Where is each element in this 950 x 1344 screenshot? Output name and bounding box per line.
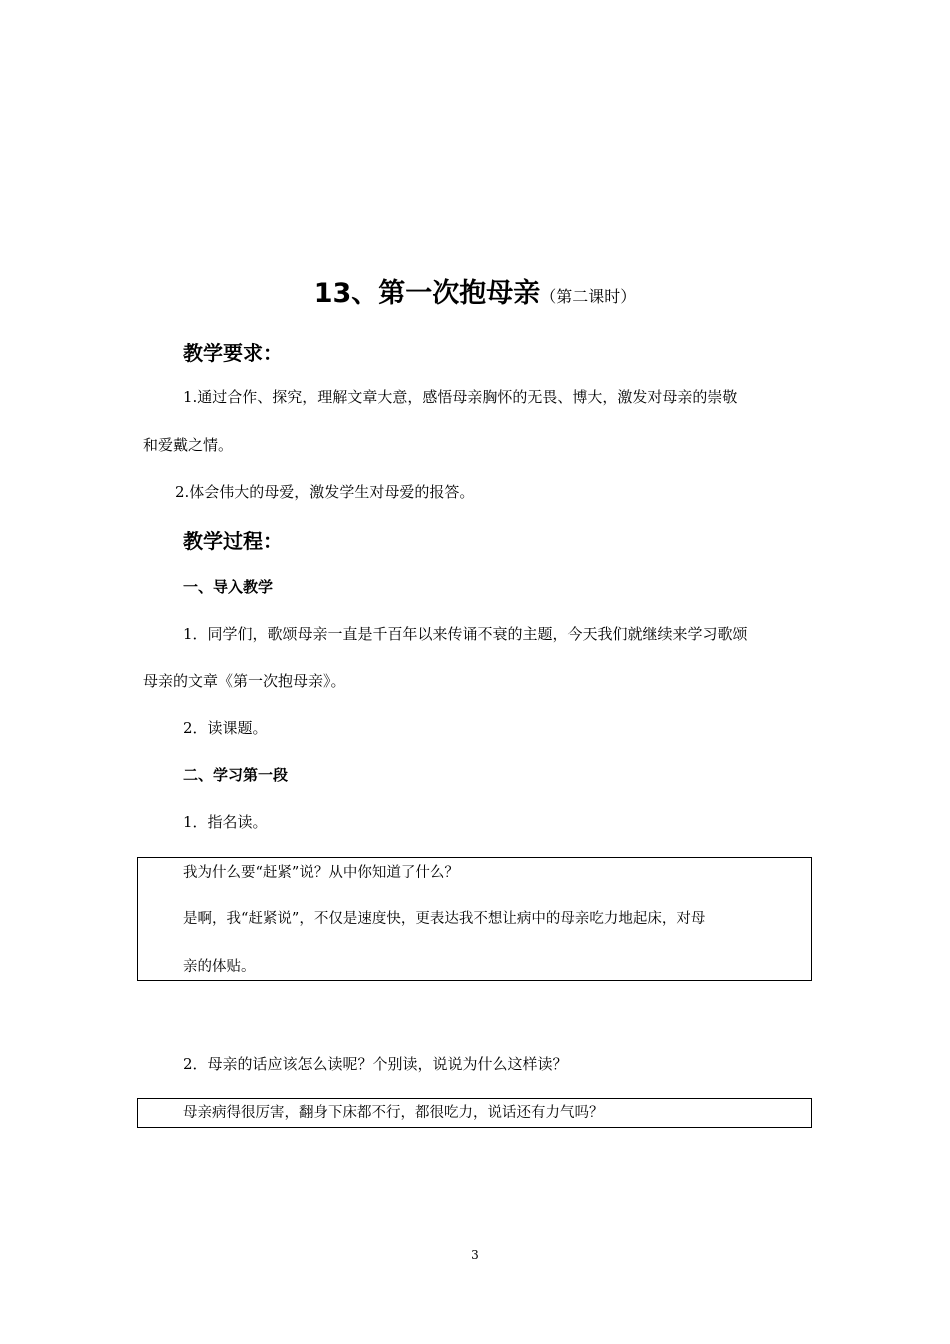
- requirement-1-line-1: 1.通过合作、探究，理解文章大意，感悟母亲胸怀的无畏、博大，激发对母亲的崇敬: [183, 388, 738, 406]
- process-heading: 教学过程：: [183, 529, 283, 553]
- title-subtitle: （第二课时）: [540, 287, 637, 306]
- page-title: [0, 276, 950, 315]
- quote-box-1-line-3: 亲的体贴。: [183, 959, 256, 975]
- requirement-2: 2.体会伟大的母爱，激发学生对母爱的报答。: [175, 483, 475, 501]
- quote-box-2-line-1: 母亲病得很厉害，翻身下床都不行，都很吃力，说话还有力气吗？: [183, 1105, 604, 1121]
- section-1-item-1-line-1: 1．同学们，歌颂母亲一直是千百年以来传诵不衰的主题，今天我们就继续来学习歌颂: [183, 625, 748, 643]
- section-2-heading: 二、学习第一段: [183, 766, 289, 784]
- section-2-item-2: 2．母亲的话应该怎么读呢？个别读，说说为什么这样读？: [183, 1055, 568, 1073]
- page-number: 3: [471, 1248, 479, 1262]
- section-1-item-1-line-2: 母亲的文章《第一次抱母亲》。: [143, 672, 346, 690]
- quote-box-2: [137, 1098, 812, 1128]
- section-1-heading: 一、导入教学: [183, 578, 274, 596]
- title-main: 13、第一次抱母亲: [313, 278, 541, 309]
- section-1-item-2: 2．读课题。: [183, 719, 268, 737]
- section-2-item-1: 1．指名读。: [183, 813, 268, 831]
- quote-box-1: [137, 857, 812, 981]
- requirement-1-line-2: 和爱戴之情。: [143, 436, 234, 454]
- quote-box-1-line-2: 是啊，我“赶紧说”，不仅是速度快，更表达我不想让病中的母亲吃力地起床，对母: [183, 911, 706, 927]
- requirements-heading: 教学要求：: [183, 341, 283, 365]
- quote-box-1-line-1: 我为什么要“赶紧”说？从中你知道了什么？: [183, 865, 459, 881]
